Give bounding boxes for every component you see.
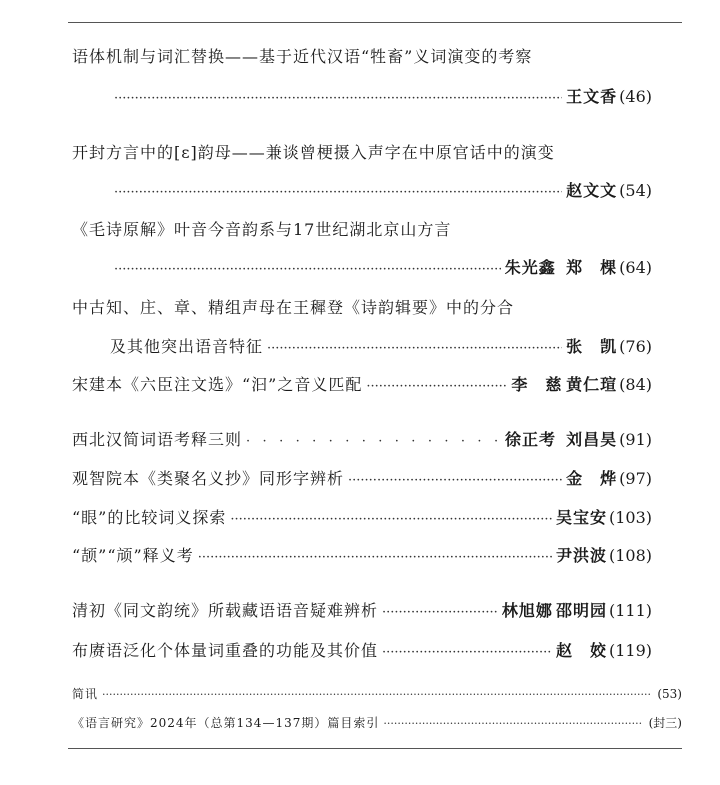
entry-author: 邵明园 (555, 601, 607, 620)
entry-page: (91) (619, 430, 652, 449)
entry-page: (111) (608, 601, 652, 620)
entry-title: 《毛诗原解》叶音今音韵系与17世纪湖北京山方言 (72, 220, 452, 239)
entry-page: (119) (608, 641, 652, 660)
toc-entry[interactable] (72, 468, 652, 490)
entry-author: 刘昌昊 (566, 430, 618, 449)
entry-author: 李 慈 (511, 375, 563, 394)
toc-entry-title[interactable] (72, 46, 652, 68)
entry-author: 尹洪波 (555, 546, 607, 565)
bottom-rule (68, 748, 682, 749)
toc-entry-byline[interactable] (110, 336, 652, 358)
entry-page: (103) (608, 508, 652, 527)
top-rule (68, 22, 682, 23)
leader-dots (114, 88, 562, 110)
toc-entry[interactable] (72, 640, 652, 662)
entry-title: 西北汉简词语考释三则 (72, 430, 243, 449)
leader-dots (267, 338, 562, 360)
entry-author: 赵文文 (566, 181, 618, 200)
entry-author: 黄仁瑄 (566, 375, 618, 394)
toc-entry-byline[interactable] (110, 180, 652, 202)
toc-entry[interactable] (72, 374, 652, 396)
leader-dots (246, 431, 501, 453)
entry-page: (46) (619, 87, 652, 106)
entry-title: “眼”的比较词义探索 (72, 508, 227, 527)
entry-author: 朱光鑫 (504, 258, 556, 277)
leader-dots (383, 713, 642, 735)
entry-page: (64) (619, 258, 652, 277)
entry-page: (97) (619, 469, 652, 488)
leader-dots (114, 259, 501, 281)
leader-dots (382, 642, 552, 664)
entry-title: 中古知、庄、章、精组声母在王穉登《诗韵辑要》中的分合 (72, 298, 515, 317)
leader-dots (382, 602, 498, 624)
entry-title: “颉”“颃”释义考 (72, 546, 194, 565)
toc-entry[interactable] (72, 600, 652, 622)
leader-dots (114, 182, 562, 204)
entry-title: 布赓语泛化个体量词重叠的功能及其价值 (72, 641, 379, 660)
entry-author: 张 凯 (566, 337, 618, 356)
toc-footer-entry[interactable] (72, 683, 682, 705)
entry-author: 林旭娜 (501, 601, 553, 620)
toc-entry-byline[interactable] (110, 257, 652, 279)
leader-dots (230, 509, 552, 531)
entry-title: 语体机制与词汇替换——基于近代汉语“牲畜”义词演变的考察 (72, 47, 533, 66)
entry-page: (76) (619, 337, 652, 356)
toc-entry-title[interactable] (72, 297, 652, 319)
entry-page: (封三) (648, 716, 682, 730)
entry-page: (53) (657, 687, 682, 701)
entry-author: 王文香 (566, 87, 618, 106)
entry-author: 吴宝安 (555, 508, 607, 527)
toc-entry-title[interactable] (72, 219, 652, 241)
entry-author: 金 烨 (566, 469, 618, 488)
entry-title: 清初《同文韵统》所载藏语语音疑难辨析 (72, 601, 379, 620)
entry-title: 观智院本《类聚名义抄》同形字辨析 (72, 469, 345, 488)
entry-title: 宋建本《六臣注文选》“汩”之音义匹配 (72, 375, 363, 394)
entry-page: (54) (619, 181, 652, 200)
toc-entry-title[interactable] (72, 142, 652, 164)
toc-entry[interactable] (72, 429, 652, 451)
entry-author: 赵 姣 (555, 641, 607, 660)
leader-dots (348, 470, 562, 492)
toc-entry-byline[interactable] (110, 86, 652, 108)
entry-page: (84) (619, 375, 652, 394)
entry-title-continued: 及其他突出语音特征 (110, 337, 264, 356)
entry-title: 《语言研究》2024年（总第134—137期）篇目索引 (72, 716, 380, 730)
toc-entry[interactable] (72, 507, 652, 529)
entry-page: (108) (608, 546, 652, 565)
entry-title: 简讯 (72, 687, 99, 701)
toc-entry[interactable] (72, 545, 652, 567)
entry-author: 郑 棵 (566, 258, 618, 277)
toc-footer-entry[interactable] (72, 712, 682, 734)
entry-author: 徐正考 (504, 430, 556, 449)
leader-dots (102, 684, 651, 706)
leader-dots (198, 547, 552, 569)
entry-title: 开封方言中的[ɛ]韵母——兼谈曾梗摄入声字在中原官话中的演变 (72, 143, 555, 162)
leader-dots (366, 376, 507, 398)
